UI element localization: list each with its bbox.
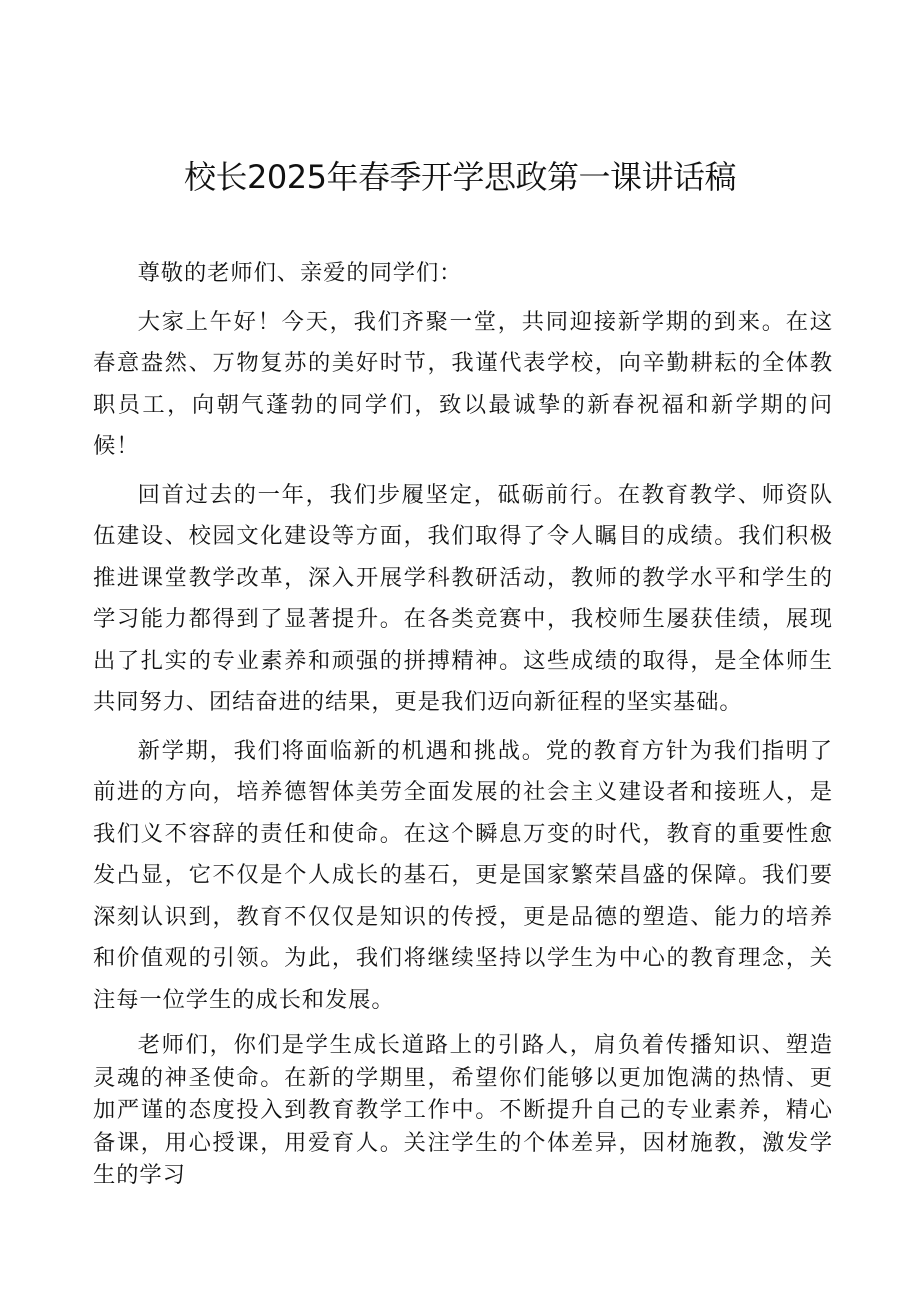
greeting-paragraph: 尊敬的老师们、亲爱的同学们：	[137, 260, 463, 286]
document-title: 校长2025年春季开学思政第一课讲话稿	[184, 158, 736, 196]
document-body	[93, 253, 833, 1199]
welcome-paragraph: 大家上午好！今天，我们齐聚一堂，共同迎接新学期的到来。在这春意盎然、万物复苏的美好时节，我谨代表学校，向辛勤耕耘的全体教职员工，向朝气蓬勃的同学们，致以最诚挚的新春祝福和新学期的问候！	[93, 308, 833, 459]
review-paragraph: 回首过去的一年，我们步履坚定，砥砺前行。在教育教学、师资队伍建设、校园文化建设等方面，我们取得了令人瞩目的成绩。我们积极推进课堂教学改革，深入开展学科教研活动，教师的教学水平和学生的学习能力都得到了显著提升。在各类竞赛中，我校师生屡获佳绩，展现出了扎实的专业素养和顽强的拼搏精神。这些成绩的取得，是全体师生共同努力、团结奋进的结果，更是我们迈向新征程的坚实基础。	[93, 481, 833, 715]
teachers-paragraph: 老师们，你们是学生成长道路上的引路人，肩负着传播知识、塑造灵魂的神圣使命。在新的学期里，希望你们能够以更加饱满的热情、更加严谨的态度投入到教育教学工作中。不断提升自己的专业素养，精心备课，用心授课，用爱育人。关注学生的个体差异，因材施教，激发学生的学习	[93, 1032, 833, 1188]
new-semester-paragraph: 新学期，我们将面临新的机遇和挑战。党的教育方针为我们指明了前进的方向，培养德智体美劳全面发展的社会主义建设者和接班人，是我们义不容辞的责任和使命。在这个瞬息万变的时代，教育的重要性愈发凸显，它不仅是个人成长的基石，更是国家繁荣昌盛的保障。我们要深刻认识到，教育不仅仅是知识的传授，更是品德的塑造、能力的培养和价值观的引领。为此，我们将继续坚持以学生为中心的教育理念，关注每一位学生的成长和发展。	[93, 737, 833, 1013]
